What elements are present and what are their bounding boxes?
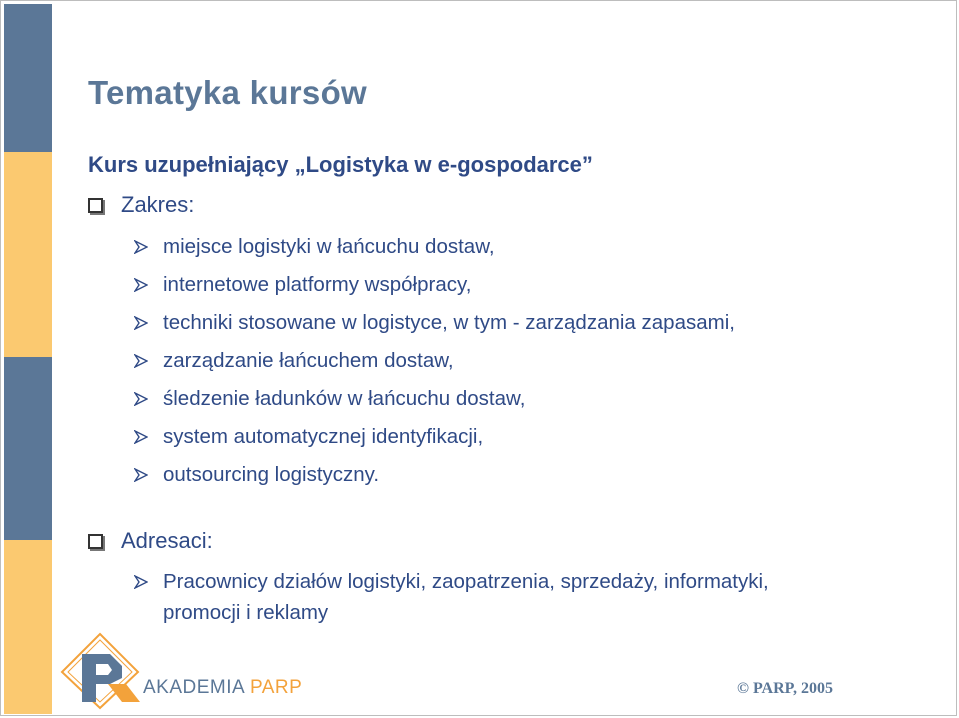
list-item: outsourcing logistyczny. <box>134 459 834 490</box>
arrow-bullet-icon <box>134 392 148 406</box>
zakres-list <box>134 231 834 497</box>
list-item: internetowe platformy współpracy, <box>134 269 834 300</box>
arrow-bullet-icon <box>134 316 148 330</box>
arrow-bullet-icon <box>134 468 148 482</box>
slide-title: Tematyka kursów <box>88 74 368 111</box>
side-stripe-blue-lower <box>4 357 52 540</box>
list-item: system automatycznej identyfikacji, <box>134 421 834 452</box>
list-item: techniki stosowane w logistyce, w tym - zarządzania zapasami, <box>134 307 834 338</box>
side-stripe-orange-bottom <box>4 540 52 714</box>
list-item: śledzenie ładunków w łańcuchu dostaw, <box>134 383 834 414</box>
copyright-notice: © PARP, 2005 <box>737 680 833 697</box>
checkbox-square-icon <box>88 198 103 213</box>
arrow-bullet-icon <box>134 240 148 254</box>
akademia-parp-logo <box>60 632 148 710</box>
side-stripe-orange-upper <box>4 152 52 357</box>
section-heading-label: Adresaci: <box>121 528 213 553</box>
slide-subtitle: Kurs uzupełniający „Logistyka w e-gospodarce” <box>88 152 593 177</box>
list-item: zarządzanie łańcuchem dostaw, <box>134 345 834 376</box>
list-item: miejsce logistyki w łańcuchu dostaw, <box>134 231 834 262</box>
checkbox-square-icon <box>88 534 103 549</box>
section-zakres-heading <box>88 192 194 218</box>
arrow-bullet-icon <box>134 430 148 444</box>
adresaci-list <box>134 566 834 635</box>
section-adresaci-heading <box>88 528 213 554</box>
side-stripe-blue-top <box>4 4 52 152</box>
list-item: Pracownicy działów logistyki, zaopatrzenia, sprzedaży, informatyki, promocji i reklamy <box>134 566 834 628</box>
section-heading-label: Zakres: <box>121 192 195 217</box>
arrow-bullet-icon <box>134 278 148 292</box>
arrow-bullet-icon <box>134 575 148 589</box>
arrow-bullet-icon <box>134 354 148 368</box>
logo-text: AKADEMIA PARP <box>143 677 303 698</box>
